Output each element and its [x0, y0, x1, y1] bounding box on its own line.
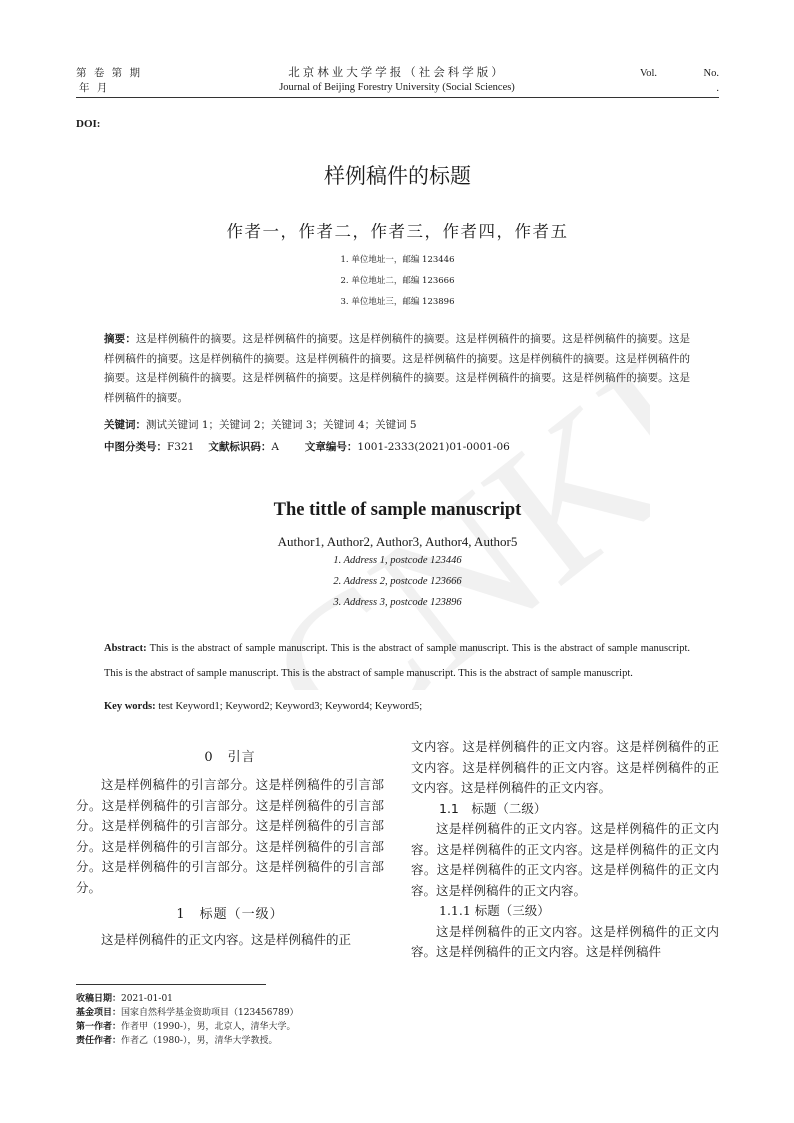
- keywords-en-label: Key words:: [104, 701, 156, 712]
- paper-title-cn: 样例稿件的标题: [324, 164, 471, 188]
- authors-en: Author1, Author2, Author3, Author4, Author5: [277, 534, 518, 549]
- received-value: 2021-01-01: [121, 994, 173, 1004]
- issue-info: [76, 66, 142, 96]
- body-column-right: [411, 737, 719, 963]
- clc-label: 中图分类号：: [104, 441, 167, 453]
- abstract-cn: [104, 330, 690, 408]
- footnote-fund: [76, 1006, 299, 1020]
- keywords-en-text: test Keyword1; Keyword2; Keyword3; Keyword4; Keyword5;: [158, 701, 423, 712]
- corr-author-label: 责任作者：: [76, 1036, 122, 1046]
- address-cn-2: 2. 单位地址二，邮编 123666: [340, 276, 455, 286]
- address-en-2: 2. Address 2, postcode 123666: [333, 576, 462, 587]
- doc-code-value: A: [271, 441, 279, 453]
- abstract-cn-text: 这是样例稿件的摘要。这是样例稿件的摘要。这是样例稿件的摘要。这是样例稿件的摘要。这是样例稿件的摘要。这是样例稿件的摘要。这是样例稿件的摘要。这是样例稿件的摘要。这是样例稿件的摘要。这是样例稿件的摘要。这是样例稿件的摘要。这是样例稿件的摘要。这是样例稿件的摘要。这是样例稿件的摘要。这是样例稿件的摘要。这是样例稿件的摘要。这是样例稿件的摘要。: [104, 333, 691, 404]
- section-1-heading: 1 标题（一级）: [176, 907, 284, 922]
- article-no-value: 1001-2333(2021)01-0001-06: [357, 441, 510, 453]
- keywords-en: [104, 701, 422, 712]
- paper-title-en: The tittle of sample manuscript: [273, 500, 522, 520]
- abstract-en-text: This is the abstract of sample manuscript. This is the abstract of sample manuscript. This is the abstract of sample manuscript. This is the abstract of sample manuscript. This is the abstract of sample manuscript. This is the abstract of sample manuscript.: [104, 643, 690, 679]
- vol-label: Vol.: [640, 68, 658, 79]
- classification-line: [104, 440, 704, 454]
- section-0-heading: 0 引言: [204, 750, 256, 765]
- authors-cn: 作者一，作者二，作者三，作者四，作者五: [226, 222, 569, 241]
- address-cn-3: 3. 单位地址三，邮编 123896: [340, 297, 455, 307]
- address-en-3: 3. Address 3, postcode 123896: [333, 597, 462, 608]
- keywords-cn-label: 关键词：: [104, 419, 146, 431]
- issue-line1: 第 卷 第 期: [76, 67, 143, 79]
- keywords-cn: [104, 418, 704, 432]
- abstract-en: [104, 636, 690, 686]
- doi-label: DOI:: [76, 118, 101, 130]
- abstract-en-label: Abstract:: [104, 643, 147, 654]
- corr-author-value: 作者乙（1980-），男，清华大学教授。: [121, 1036, 278, 1046]
- header-rule: [76, 97, 719, 98]
- subsection-1-1-1-heading: 1.1.1 标题（三级）: [439, 903, 550, 918]
- vol-dot: .: [716, 83, 719, 94]
- received-label: 收稿日期：: [76, 994, 122, 1004]
- body-column-left: [76, 747, 384, 951]
- doc-code-label: 文献标识码：: [208, 441, 272, 453]
- footnote-rule: [76, 984, 266, 985]
- abstract-cn-label: 摘要：: [104, 333, 136, 345]
- address-cn-1: 1. 单位地址一，邮编 123446: [340, 255, 455, 265]
- address-en-1: 1. Address 1, postcode 123446: [333, 555, 462, 566]
- section-1-paragraph: 这是样例稿件的正文内容。这是样例稿件的正: [101, 932, 352, 947]
- footnote-received: [76, 992, 299, 1006]
- footnote-corresponding-author: [76, 1034, 299, 1048]
- watermark-text: CNKI: [228, 360, 650, 690]
- issue-line2: 年 月: [79, 82, 110, 94]
- footnotes: [76, 992, 299, 1048]
- clc-value: F321: [167, 441, 195, 453]
- first-author-value: 作者甲（1990-），男，北京人，清华大学。: [121, 1022, 296, 1032]
- volume-info: [640, 66, 719, 96]
- article-no-label: 文章编号：: [304, 441, 358, 453]
- no-label: No.: [703, 68, 719, 79]
- journal-name: [200, 65, 594, 95]
- section-1-paragraph-cont: 文内容。这是样例稿件的正文内容。这是样例稿件的正文内容。这是样例稿件的正文内容。这是样例稿件的正文内容。这是样例稿件的正文内容。: [411, 739, 719, 795]
- keywords-cn-text: 测试关键词 1；关键词 2；关键词 3；关键词 4；关键词 5: [146, 419, 417, 431]
- journal-name-cn: 北京林业大学学报（社会科学版）: [288, 65, 506, 79]
- section-0-paragraph: 这是样例稿件的引言部分。这是样例稿件的引言部分。这是样例稿件的引言部分。这是样例稿件的引言部分。这是样例稿件的引言部分。这是样例稿件的引言部分。这是样例稿件的引言部分。这是样例稿件的引言部分。这是样例稿件的引言部分。这是样例稿件的引言部分。: [76, 777, 384, 895]
- subsection-1-1-paragraph: 这是样例稿件的正文内容。这是样例稿件的正文内容。这是样例稿件的正文内容。这是样例稿件的正文内容。这是样例稿件的正文内容。这是样例稿件的正文内容。这是样例稿件的正文内容。: [411, 821, 719, 898]
- first-author-label: 第一作者：: [76, 1022, 122, 1032]
- journal-name-en: Journal of Beijing Forestry University (Social Sciences): [279, 82, 515, 93]
- subsection-1-1-1-paragraph: 这是样例稿件的正文内容。这是样例稿件的正文内容。这是样例稿件的正文内容。这是样例稿件: [411, 923, 719, 959]
- subsection-1-1-heading: 1.1 标题（二级）: [439, 800, 547, 816]
- fund-label: 基金项目：: [76, 1008, 122, 1018]
- footnote-first-author: [76, 1020, 299, 1034]
- fund-value: 国家自然科学基金资助项目（123456789）: [121, 1008, 299, 1018]
